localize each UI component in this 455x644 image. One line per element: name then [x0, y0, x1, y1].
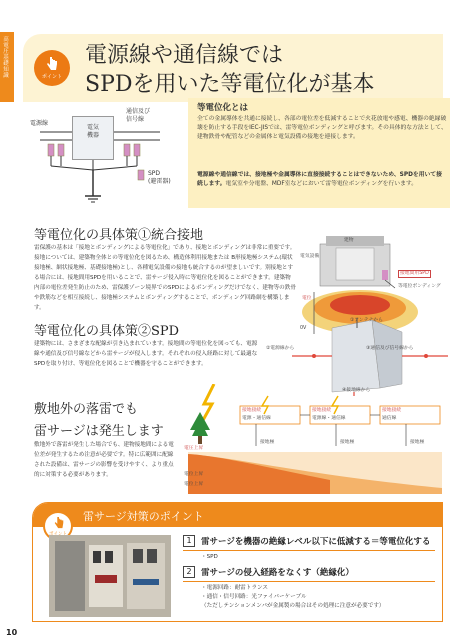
bonding-panel-tail: 電気室や分電盤、MDF室などにおいて雷等電位ボンディングを行います。 — [225, 181, 417, 188]
section-side-tab — [0, 32, 14, 102]
equipment-label-line2: 機器 — [86, 132, 99, 139]
surge-comm-label: ③通信及び信号線から — [366, 346, 414, 351]
section2-body: 建築物には、さまざまな配線が引き込まれています。接地間の等電位化を図っても、電源線や通信及び信号線などから雷サージが侵入します。それぞれの侵入経路に対して最適なSPDを取り付け、等電位化を図ることで機器を守ることができます。 — [34, 341, 258, 367]
point2-sub2: ・通信・信号回路：光ファイバーケーブル — [201, 594, 307, 600]
point2-number: 2 — [183, 566, 195, 578]
diagram2-spd-label: 接地間用SPD — [400, 271, 429, 276]
offsite-lightning-graphic — [180, 384, 450, 494]
side-tab-label: 高電圧基礎知識 — [2, 36, 8, 78]
diagram4-equip1-label: 接地接続 — [242, 408, 262, 413]
page-number: 10 — [6, 628, 18, 637]
point2-title: 雷サージの侵入経路をなくす（絶縁化） — [201, 568, 354, 578]
diagram4-equip3-label: 接地接続 — [312, 408, 332, 413]
surge-ground-label: ④接地線から — [342, 388, 371, 393]
points-header — [33, 503, 442, 527]
page-title-line2: SPDを用いた等電位化が基本 — [85, 72, 375, 97]
surge-antenna-label: ①アンテナから — [350, 318, 383, 323]
point1-title: 雷サージを機器の絶縁レベル以下に低減する＝等電位化する — [201, 537, 431, 547]
section1-heading: 等電位化の具体策①統合接地 — [34, 228, 204, 243]
section2-heading: 等電位化の具体策②SPD — [34, 324, 180, 339]
diagram2-0v-label: 0V — [300, 326, 307, 331]
diagram2-bonding-label: 等電位ボンディング — [398, 284, 441, 289]
point-badge — [34, 50, 70, 86]
surge-countermeasure-points — [32, 502, 443, 622]
diagram4-axis2-label: 電位上昇 — [184, 482, 204, 487]
diagram2-earth-label: 電気設備 — [300, 254, 320, 259]
section3-heading — [34, 398, 164, 439]
point1-sub: ・SPD — [201, 554, 218, 560]
spd-equipment-diagram — [30, 104, 190, 206]
diagram4-ground-c: 接地極 — [410, 440, 425, 445]
section3-heading-line2: 雷サージは発生します — [34, 424, 164, 439]
power-line-label: 電源線 — [30, 120, 49, 127]
equipment-label-line1: 電気 — [86, 124, 99, 131]
offsite-lightning-diagram — [180, 384, 450, 494]
bonding-panel-emphasis — [197, 171, 447, 189]
diagram4-equip5-label: 接地接続 — [382, 408, 402, 413]
comm-line-label — [126, 108, 150, 124]
diagram4-equip2-label: 電源・通信線 — [242, 416, 271, 421]
points-hand-icon — [53, 516, 65, 530]
spd-label-line2: (避雷器) — [148, 178, 171, 185]
point2-divider — [183, 581, 435, 582]
comm-line-label-line2: 信号線 — [126, 116, 145, 123]
diagram4-axis1-label: 電位上昇 — [184, 472, 204, 477]
section1-body: 雷保護の基本は「接地とボンディングによる等電位化」であり、接地とボンディングは非常に重要です。接地については、建築物全体との等電位化を図るため、構造体利用接地または B形接地極システム(環状接地極、網状接地極、基礎接地極)とし、各種電気設備の接地も統合するのが望ましいです。別接地とする場合には、接地間用SPDを用いることで、雷サージ侵入時に等電位化を図ることができます。建築物内部の電位差発生防止のため、雷保護ゾーン境界でのSPDによるボンディングだけでなく、建物等の鉄骨や鉄筋などを相互接続し、接地極システムとボンディングすることで、ボンディング回路網を構築します。 — [34, 245, 296, 311]
page-title-line1: 電源線や通信線では — [85, 43, 284, 68]
spd-label — [148, 170, 171, 186]
section3-heading-line1: 敷地外の落雷でも — [34, 402, 139, 417]
page-title — [85, 41, 375, 99]
diagram4-ground-a: 接地極 — [260, 440, 275, 445]
diagram2-potential-label: 電位 — [302, 296, 312, 301]
point1-divider — [183, 550, 435, 551]
diagram4-ground-b: 接地極 — [340, 440, 355, 445]
spd-label-line1: SPD — [148, 170, 161, 177]
points-title: 雷サージ対策のポイント — [83, 510, 204, 523]
bonding-panel-body: 全ての金属導体を共通に接続し、各部の電位差を低減することで火花放電や感電、機器の絶縁破壊を防止する手段をIEC-JISでは、雷等電位ボンディングと呼びます。その具体的な方法として、建物鉄骨や配管などの金属体と電気設備の接地を連接します。 — [197, 116, 447, 141]
diagram4-equip6-label: 通信線 — [382, 416, 397, 421]
diagram4-equip4-label: 電源線・通信線 — [312, 416, 346, 421]
diagram4-surge-label: 電圧上昇 — [184, 446, 204, 451]
bonding-panel-title: 等電位化とは — [197, 103, 249, 113]
section3-body: 敷地外で落雷が発生した場合でも、建物接地間による電位差が発生するため注意が必要です。特に広範囲に配線された設備は、雷サージの影響を受けやすく、より重点的に対策する必要があります。 — [34, 442, 174, 478]
bonding-definition-panel — [188, 98, 450, 208]
bonding-panel-strong: 電源線や通信線では、接地極や金属導体に直接接続することはできないため、SPDを用いて接続します。 — [197, 172, 442, 188]
point2-sub3: （ただしテンションメンバが金属製の場合はその処理に注意が必要です） — [201, 603, 385, 609]
hand-point-icon — [45, 56, 59, 72]
point1-number: 1 — [183, 535, 195, 547]
distribution-panel-image — [49, 535, 171, 617]
hero-banner — [23, 34, 443, 102]
point-badge-label: ポイント — [41, 74, 62, 80]
surge-power-label: ②電源線から — [266, 346, 295, 351]
point2-sub1: ・電源回路：耐雷トランス — [201, 585, 268, 591]
diagram2-building-label: 建物 — [344, 238, 354, 243]
equipment-label — [72, 124, 114, 140]
comm-line-label-line1: 通信及び — [126, 108, 151, 115]
distribution-panel-photo — [49, 535, 171, 617]
